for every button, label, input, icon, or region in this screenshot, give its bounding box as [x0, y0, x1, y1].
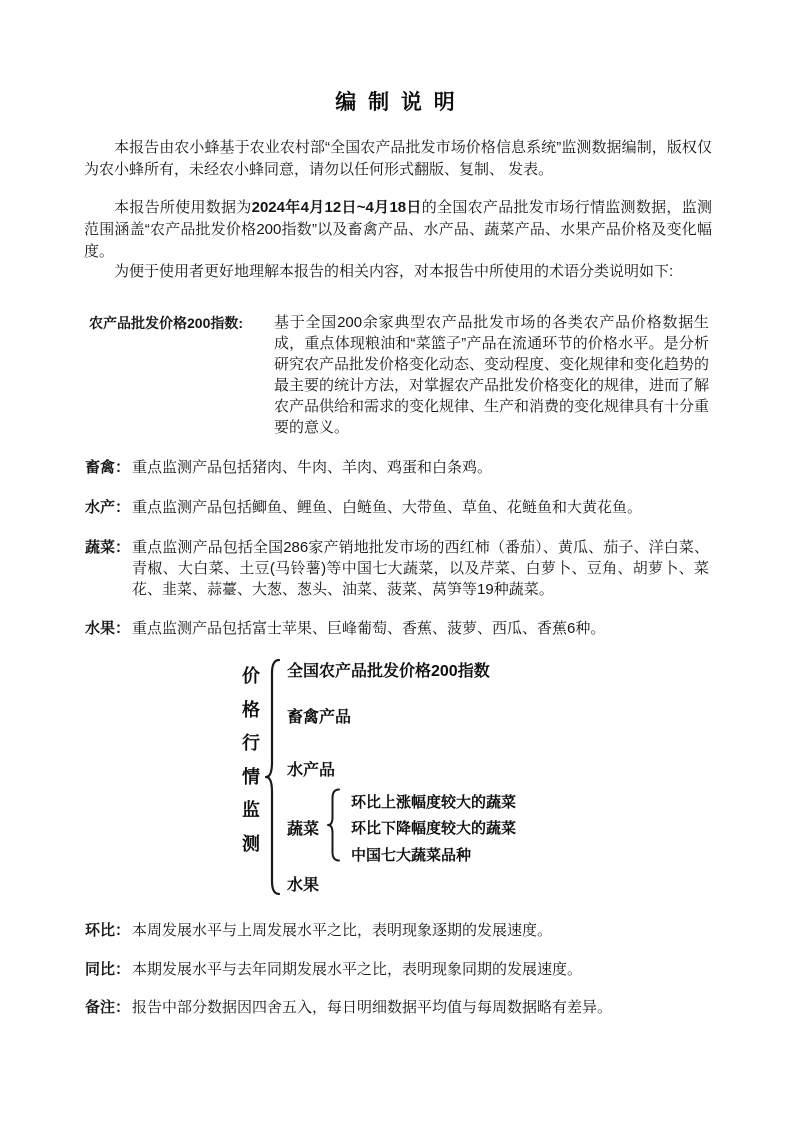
remark-text: 报告中部分数据因四舍五入，每日明细数据平均值与每周数据略有差异。	[132, 999, 613, 1016]
tongbi-definition-row	[85, 959, 709, 980]
vegetable-label: 蔬菜：	[85, 539, 131, 556]
price-index-definition-row	[89, 312, 709, 438]
root-char: 价	[242, 666, 260, 686]
data-period-post: 的全国农产品批发市场行情监测数据，监测范围涵盖“农产品批发价格200指数”以及畜禽产品、水产品、蔬菜产品、水果产品价格及变化幅度。	[84, 199, 712, 260]
diagram-root-label	[239, 660, 263, 861]
remark-definition-row	[85, 997, 709, 1018]
diagram-item-vegetable: 蔬菜	[287, 821, 320, 838]
small-curly-brace	[327, 788, 342, 862]
tongbi-text: 本期发展水平与去年同期发展水平之比，表明现象同期的发展速度。	[132, 961, 583, 978]
remark-label: 备注：	[85, 999, 131, 1016]
root-char: 测	[242, 833, 260, 854]
diagram-subitem-veg-rise: 环比上涨幅度较大的蔬菜	[351, 794, 517, 811]
root-char: 监	[242, 800, 260, 820]
livestock-label: 畜禽：	[85, 459, 131, 476]
root-char: 情	[242, 766, 260, 787]
diagram-subitem-veg-fall: 环比下降幅度较大的蔬菜	[351, 820, 517, 837]
livestock-text: 重点监测产品包括猪肉、牛肉、羊肉、鸡蛋和白条鸡。	[132, 459, 493, 476]
aquatic-label: 水产：	[85, 499, 131, 516]
diagram-item-aquatic: 水产品	[287, 762, 336, 779]
vegetable-definition-row	[85, 537, 709, 600]
intro-paragraph: 本报告由农小蜂基于农业农村部“全国农产品批发市场价格信息系统”监测数据编制，版权仅为农小蜂所有，未经农小蜂同意，请勿以任何形式翻版、复制、 发表。	[84, 139, 712, 178]
date-range: 2024年4月12日~4月18日	[251, 199, 422, 216]
root-char: 格	[242, 699, 260, 720]
diagram-item-livestock: 畜禽产品	[287, 709, 352, 726]
root-char: 行	[242, 733, 260, 753]
price-index-term-definition: 基于全国200余家典型农产品批发市场的各类农产品价格数据生成，重点体现粮油和“菜篮子”产品在流通环节的价格水平。是分析研究农产品批发价格变化动态、变动程度、变化规律和变化趋势的最主要的统计方法，对掌握农产品批发价格变化的规律，进而了解农产品供给和需求的变化规律、生产和消费的变化规律具有十分重要的意义。	[274, 314, 710, 436]
fruit-definition-row	[85, 618, 709, 639]
tongbi-label: 同比：	[85, 961, 131, 978]
diagram-item-index200: 全国农产品批发价格200指数	[287, 663, 490, 680]
price-index-term-label: 农产品批发价格200指数:	[89, 315, 244, 331]
terms-intro-paragraph: 为便于使用者更好地理解本报告的相关内容，对本报告中所使用的术语分类说明如下:	[114, 263, 674, 280]
diagram-item-fruit: 水果	[287, 877, 320, 894]
big-curly-brace	[265, 658, 283, 896]
price-monitoring-diagram	[0, 648, 793, 906]
aquatic-definition-row	[85, 497, 709, 518]
fruit-label: 水果：	[85, 620, 131, 637]
aquatic-text: 重点监测产品包括鲫鱼、鲤鱼、白鲢鱼、大带鱼、草鱼、花鲢鱼和大黄花鱼。	[132, 499, 643, 516]
data-period-pre: 本报告所使用数据为	[114, 199, 252, 216]
huanbi-label: 环比：	[85, 922, 131, 939]
vegetable-text: 重点监测产品包括全国286家产销地批发市场的西红柿（番茄）、黄瓜、茄子、洋白菜、青椒、大白菜、土豆(马铃薯)等中国七大蔬菜，以及芹菜、白萝卜、豆角、胡萝卜、菜花、韭菜、蒜薹、大葱、葱头、油菜、菠菜、莴笋等19种蔬菜。	[132, 539, 709, 598]
data-period-paragraph	[84, 197, 712, 263]
page-title: 编 制 说 明	[335, 91, 458, 114]
fruit-text: 重点监测产品包括富士苹果、巨峰葡萄、香蕉、菠萝、西瓜、香蕉6种。	[132, 620, 606, 637]
diagram-subitem-veg-seven: 中国七大蔬菜品种	[351, 847, 472, 864]
livestock-definition-row	[85, 457, 709, 478]
huanbi-definition-row	[85, 920, 709, 941]
huanbi-text: 本周发展水平与上周发展水平之比，表明现象逐期的发展速度。	[132, 922, 553, 939]
